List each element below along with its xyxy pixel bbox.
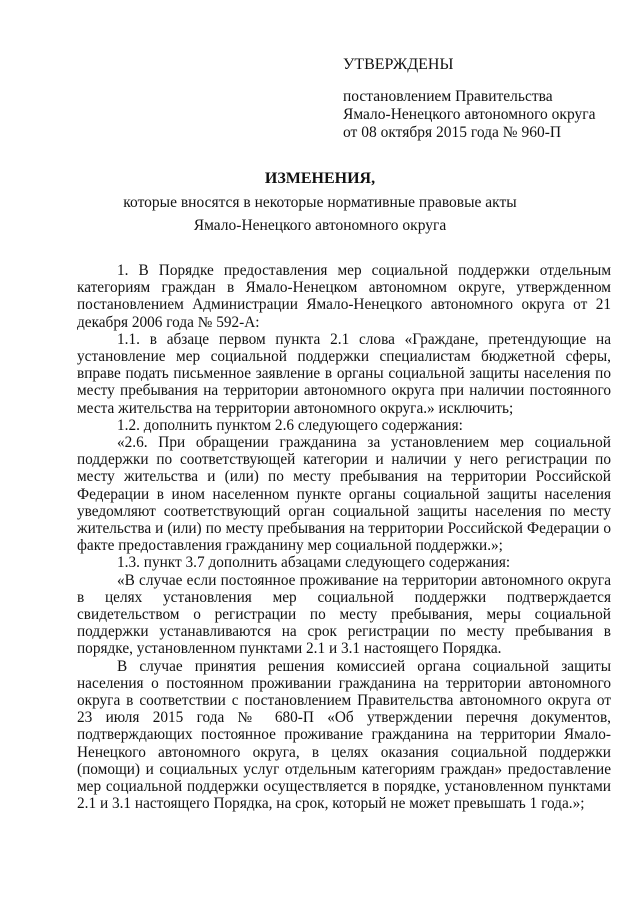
document-subtitle-line-1: которые вносятся в некоторые нормативные правовые акты	[123, 194, 517, 211]
paragraph-3-7-quote-2: В случае принятия решения комиссией органа социальной защиты населения о постоянном проживании гражданина на территории автономного округа в соответствии с постановлением Правительства автономного округа от 23 июля 2015 года № 680-П «Об утверждении перечня документов, подтверждающих постоянное проживание гражданина на территории Ямало-Ненецкого автономного округа, в целях оказания социальной поддержки (помощи) и социальных услуг отдельным категориям граждан» предоставление мер социальной поддержки осуществляется в порядке, установленном пунктами 2.1 и 3.1 настоящего Порядка, на срок, который не может превышать 1 года.»;	[77, 657, 611, 813]
document-body	[77, 262, 611, 813]
approval-line-2: Ямало-Ненецкого автономного округа	[343, 106, 596, 123]
approval-line-3: от 08 октября 2015 года № 960-П	[343, 124, 562, 141]
paragraph-2-6-quote: «2.6. При обращении гражданина за установлением мер социальной поддержки по соответствующей категории и наличии у него регистрации по месту жительства и (или) по месту пребывания на территории Российской Федерации в ином населенном пункте органы социальной защиты населения уведомляют соответствующий орган социальной защиты населения по месту жительства и (или) по месту пребывания на территории Российской Федерации о факте предоставления гражданину мер социальной поддержки.»;	[77, 434, 611, 555]
approval-block	[343, 56, 623, 142]
approval-title: УТВЕРЖДЕНЫ	[343, 56, 454, 73]
document-heading	[60, 170, 580, 235]
paragraph-1: 1. В Порядке предоставления мер социальной поддержки отдельным категориям граждан в Ямало-Ненецком автономном округе, утвержденном постановлением Администрации Ямало-Ненецкого автономного округа от 21 декабря 2006 года № 592-А:	[77, 262, 611, 331]
document-subtitle-line-2: Ямало-Ненецкого автономного округа	[193, 217, 447, 234]
paragraph-3-7-quote-1: «В случае если постоянное проживание на территории автономного округа в целях установления мер социальной поддержки подтверждается свидетельством о регистрации по месту пребывания, меры социальной поддержки устанавливаются на срок регистрации по месту пребывания в порядке, установленном пунктами 2.1 и 3.1 настоящего Порядка.	[77, 571, 611, 658]
paragraph-1-1: 1.1. в абзаце первом пункта 2.1 слова «Граждане, претендующие на установление мер социальной поддержки специалистам бюджетной сферы, вправе подать письменное заявление в органы социальной защиты населения по месту пребывания на территории автономного округа при наличии постоянного места жительства на территории автономного округа.» исключить;	[77, 330, 611, 417]
document-title: ИЗМЕНЕНИЯ,	[264, 170, 376, 187]
paragraph-1-3: 1.3. пункт 3.7 дополнить абзацами следующего содержания:	[117, 554, 511, 572]
paragraph-1-2: 1.2. дополнить пунктом 2.6 следующего содержания:	[117, 416, 463, 434]
approval-line-1: постановлением Правительства	[343, 88, 553, 105]
